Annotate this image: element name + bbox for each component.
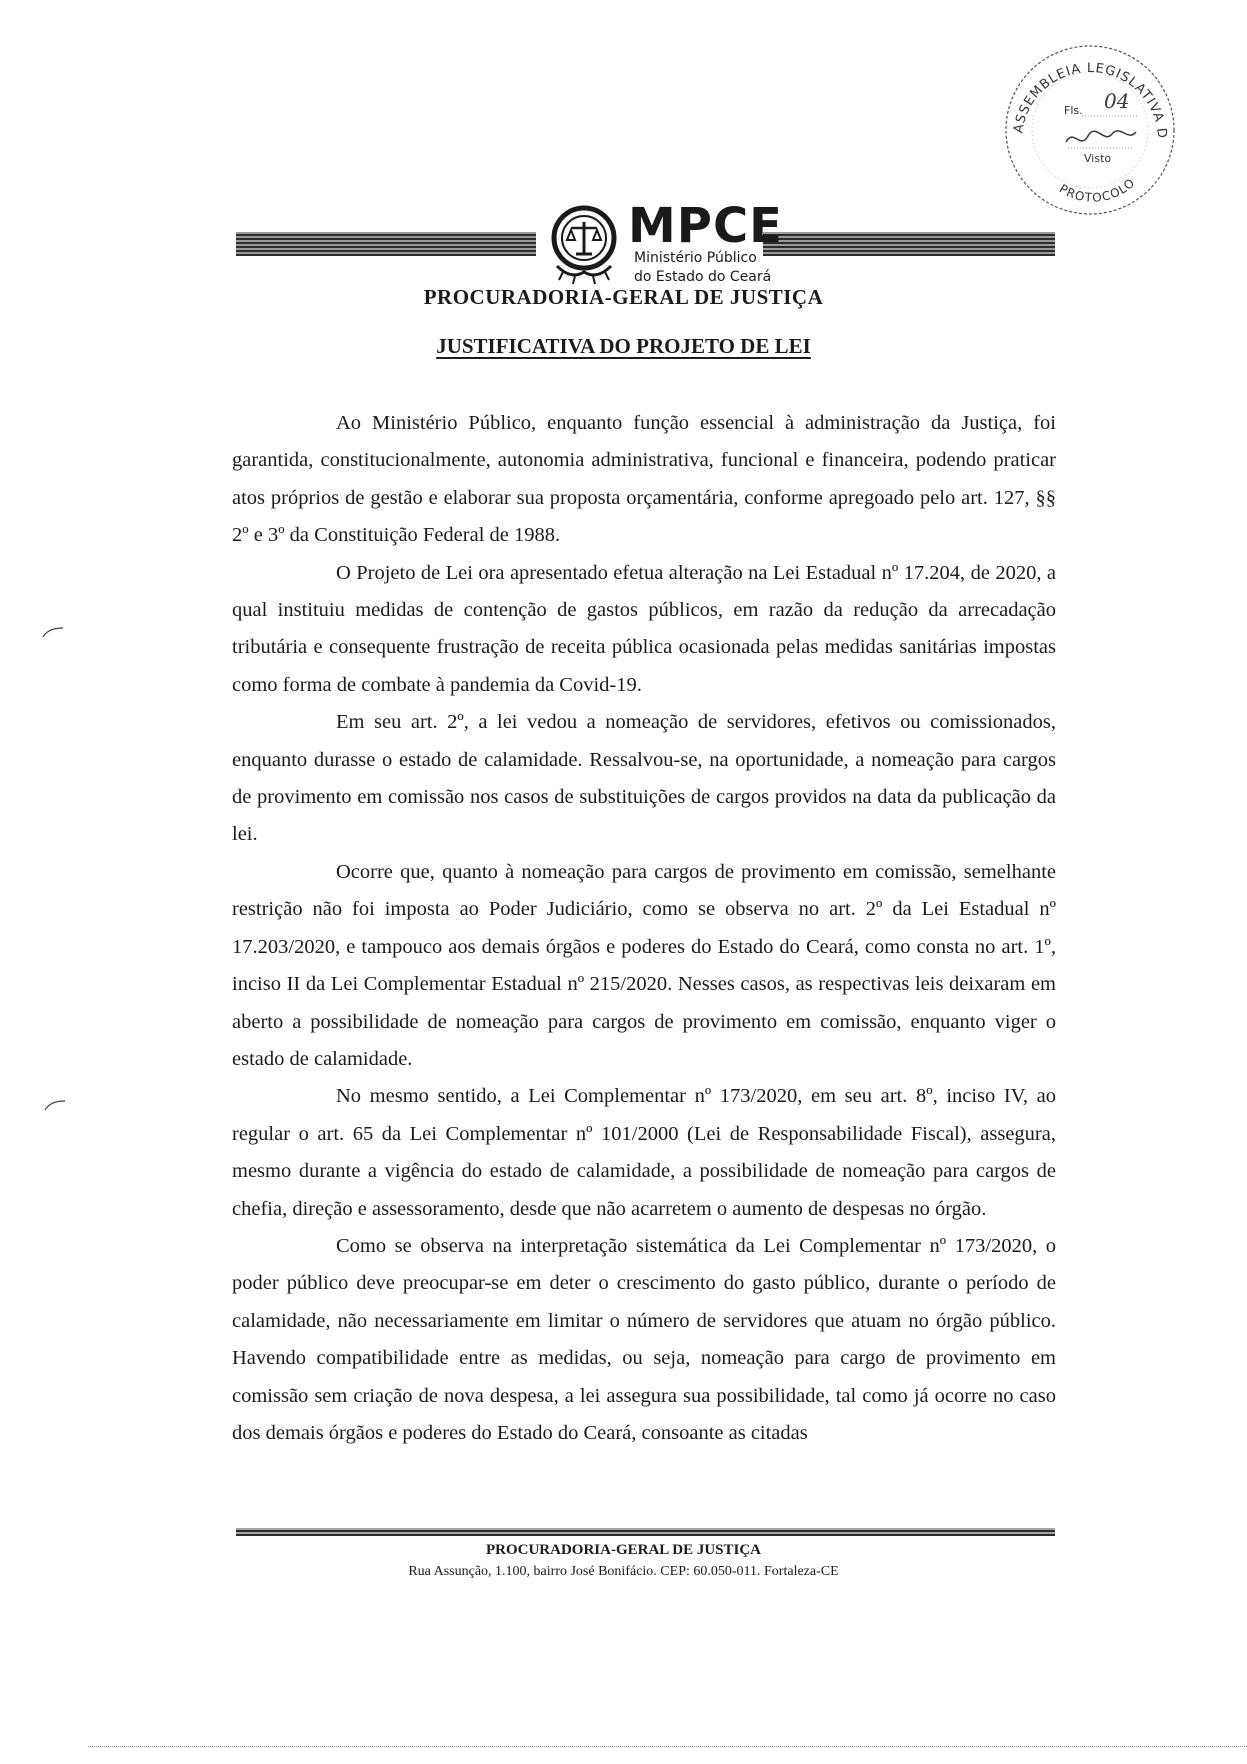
logo-subtitle-line2: do Estado do Ceará [634,269,772,285]
footer-org-name: PROCURADORIA-GERAL DE JUSTIÇA [485,1542,762,1558]
stamp-signature [1066,131,1136,142]
page-bottom-rule [88,1746,1247,1747]
svg-text:PROTOCOLO [1057,175,1138,204]
logo-wordmark: MPCE [628,198,783,254]
document-title-text: JUSTIFICATIVA DO PROJETO DE LEI [436,334,811,358]
header-rule-right [763,232,1055,256]
paragraph: Ocorre que, quanto à nomeação para cargos de provimento em comissão, semelhante restrição não foi imposta ao Poder Judiciário, como se observa no art. 2º da Lei Estadual nº 17.203/2020, e tampouco aos demais órgãos e poderes do Estado do Ceará, como consta no art. 1º, inciso II da Lei Complementar Estadual nº 215/2020. Nesses casos, as respectivas leis deixaram em aberto a possibilidade de nomeação para cargos de provimento em comissão, enquanto viger o estado de calamidade. [232,860,1056,1070]
svg-text:ASSEMBLEIA LEGISLATIVA DO CEAR [1000,40,1169,140]
paragraph: Como se observa na interpretação sistemática da Lei Complementar nº 173/2020, o poder público deve preocupar-se em deter o crescimento do gasto público, durante o período de calamidade, não necessariamente em limitar o número de servidores que atuam no órgão público. Havendo compatibilidade entre as medidas, ou seja, nomeação para cargo de provimento em comissão sem criação de nova despesa, a lei assegura sua possibilidade, tal como já ocorre no caso dos demais órgãos e poderes do Estado do Ceará, consoante as citadas [232,1234,1056,1444]
paragraph: No mesmo sentido, a Lei Complementar nº 173/2020, em seu art. 8º, inciso IV, ao regular o art. 65 da Lei Complementar nº 101/2000 (Lei de Responsabilidade Fiscal), assegura, mesmo durante a vigência do estado de calamidade, a possibilidade de nomeação para cargos de chefia, direção e assessoramento, desde que não acarretem o aumento de despesas no órgão. [232,1085,1056,1220]
stamp-graphic [1000,40,1180,220]
stamp-fls-label: Fls. [1064,104,1083,117]
stamp-protocolo: PROTOCOLO [1056,175,1138,205]
footer-rule [236,1528,1055,1536]
stamp-ring-text: ASSEMBLEIA LEGISLATIVA D [1011,60,1170,140]
paragraph: O Projeto de Lei ora apresentado efetua alteração na Lei Estadual nº 17.204, de 2020, a qual instituiu medidas de contenção de gastos públicos, em razão da redução da arrecadação tributária e consequente frustração de receita pública ocasionada pelas medidas sanitárias impostas como forma de combate à pandemia da Covid-19. [232,561,1056,696]
footer-address: Rua Assunção, 1.100, bairro José Bonifácio. CEP: 60.050-011. Fortaleza-CE [408,1564,839,1579]
margin-mark [42,626,64,638]
paragraph: Ao Ministério Público, enquanto função essencial à administração da Justiça, foi garantida, constitucionalmente, autonomia administrativa, funcional e financeira, podendo praticar atos próprios de gestão e elaborar sua proposta orçamentária, conforme apregoado pelo art. 127, §§ 2º e 3º da Constituição Federal de 1988. [232,412,1056,547]
stamp-visto-label: Visto [1084,152,1112,165]
header-rule-left [236,232,536,256]
paragraph: Em seu art. 2º, a lei vedou a nomeação de servidores, efetivos ou comissionados, enquanto durasse o estado de calamidade. Ressalvou-se, na oportunidade, a nomeação para cargos de provimento em comissão nos casos de substituições de cargos providos na data da publicação da lei. [232,711,1056,846]
org-name: PROCURADORIA-GERAL DE JUSTIÇA [423,285,824,309]
margin-mark [44,1099,66,1111]
logo-subtitle-line1: Ministério Público [634,250,757,266]
stamp-fls-number: 04 [1104,89,1130,113]
mpce-emblem-icon [545,198,623,284]
protocol-stamp [1000,40,1180,220]
document-title [0,334,1247,359]
document-body [232,405,1056,1452]
